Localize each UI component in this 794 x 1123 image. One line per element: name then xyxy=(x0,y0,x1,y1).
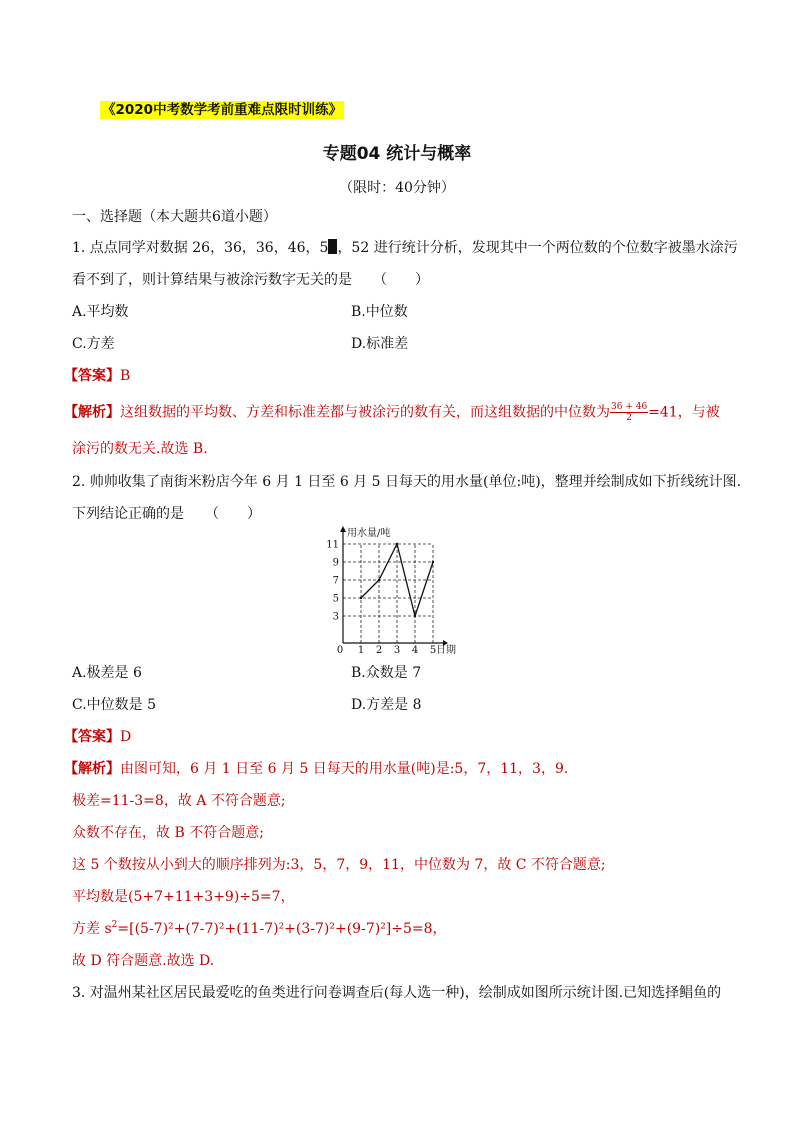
x-tick-label: 0 xyxy=(336,645,344,656)
section-heading: 一、选择题（本大题共6道小题） xyxy=(72,209,277,225)
q1-stem-line2: 看不到了，则计算结果与被涂污数字无关的是 （ ） xyxy=(72,272,429,288)
q3-stem: 3. 对温州某社区居民最爱吃的鱼类进行问卷调查后(每人选一种)，绘制成如图所示统计图.已知选择鲳鱼的 xyxy=(72,985,722,1001)
q1-option-a: A.平均数 xyxy=(72,304,129,320)
analysis-text: 这组数据的平均数、方差和标准差都与被涂污的数有关，而这组数据的中位数为 xyxy=(120,404,610,421)
q2-analysis-line7: 故 D 符合题意.故选 D. xyxy=(72,953,215,969)
data-point xyxy=(378,579,380,581)
analysis-tag: 【解析】 xyxy=(64,404,120,421)
median-fraction xyxy=(610,402,648,423)
q1-option-b: B.中位数 xyxy=(351,304,408,320)
y-tick-label: 11 xyxy=(326,539,339,551)
q1-option-c: C.方差 xyxy=(72,336,115,352)
analysis-text-tail: =41，与被 xyxy=(648,404,720,421)
q2-answer xyxy=(64,728,131,746)
fraction-numerator: 36 + 46 xyxy=(611,402,648,412)
time-limit: （限时：40分钟） xyxy=(339,180,455,196)
data-point xyxy=(432,561,434,563)
data-point xyxy=(360,597,362,599)
variance-exponent: 2 xyxy=(111,920,118,930)
q1-analysis-line2: 涂污的数无关.故选 B. xyxy=(72,441,208,457)
q2-analysis-line2: 极差=11-3=8，故 A 不符合题意; xyxy=(72,793,286,809)
x-tick-label: 5 xyxy=(429,645,437,656)
data-point xyxy=(414,615,416,617)
answer-value: D xyxy=(120,729,132,745)
q1-answer xyxy=(64,367,130,385)
q2-analysis-line5: 平均数是(5+7+11+3+9)÷5=7， xyxy=(72,889,295,905)
analysis-tag: 【解析】 xyxy=(64,761,120,777)
x-axis-label: 日期 xyxy=(436,645,456,656)
y-axis-label: 用水量/吨 xyxy=(347,528,391,539)
variance-formula: =[(5-7)²+(7-7)²+(11-7)²+(3-7)²+(9-7)²]÷5=8， xyxy=(117,921,447,937)
q2-option-c: C.中位数是 5 xyxy=(72,697,157,713)
q1-stem-line1 xyxy=(72,239,738,257)
page-title: 专题04 统计与概率 xyxy=(322,144,472,164)
x-tick-label: 1 xyxy=(357,645,365,656)
y-axis-arrow xyxy=(340,526,346,532)
data-point xyxy=(396,543,398,545)
q2-analysis-line1 xyxy=(64,760,568,778)
answer-tag: 【答案】 xyxy=(64,368,120,384)
answer-tag: 【答案】 xyxy=(64,729,120,745)
q2-option-d: D.方差是 8 xyxy=(351,697,422,713)
q2-analysis-line3: 众数不存在，故 B 不符合题意; xyxy=(72,825,264,841)
fraction-denominator: 2 xyxy=(626,413,632,423)
chart-grid xyxy=(343,544,433,643)
q2-analysis-line4: 这 5 个数按从小到大的顺序排列为:3，5，7，9，11，中位数为 7，故 C 不符合题意; xyxy=(72,857,606,873)
y-tick-label: 5 xyxy=(332,593,339,605)
q2-option-a: A.极差是 6 xyxy=(72,665,142,681)
series-banner: 《2020中考数学考前重难点限时训练》 xyxy=(102,102,343,118)
y-tick-label: 9 xyxy=(332,557,339,569)
x-tick-label: 3 xyxy=(393,645,401,656)
q2-analysis-line6 xyxy=(72,920,447,938)
q1-stem-part2: ，52 进行统计分析，发现其中一个两位数的个位数字被墨水涂污 xyxy=(337,240,738,256)
y-tick-label: 3 xyxy=(332,611,339,623)
y-tick-label: 7 xyxy=(332,575,339,587)
q2-option-b: B.众数是 7 xyxy=(351,665,422,681)
analysis-text: 由图可知，6 月 1 日至 6 月 5 日每天的用水量(吨)是:5，7，11，3，9. xyxy=(120,761,569,777)
x-tick-label: 4 xyxy=(411,645,419,656)
x-tick-label: 2 xyxy=(375,645,383,656)
q2-stem-line2: 下列结论正确的是 （ ） xyxy=(72,506,261,522)
q1-option-d: D.标准差 xyxy=(351,336,409,352)
q1-stem-part1: 1. 点点同学对数据 26，36，36，46，5 xyxy=(72,240,329,256)
variance-label: 方差 s xyxy=(72,921,112,937)
water-usage-line-chart xyxy=(318,526,468,656)
q2-stem-line1: 2. 帅帅收集了南街米粉店今年 6 月 1 日至 6 月 5 日每天的用水量(单位:吨)，整理并绘制成如下折线统计图. xyxy=(72,474,742,490)
q1-analysis-line1 xyxy=(64,402,720,423)
answer-value: B xyxy=(120,368,131,384)
